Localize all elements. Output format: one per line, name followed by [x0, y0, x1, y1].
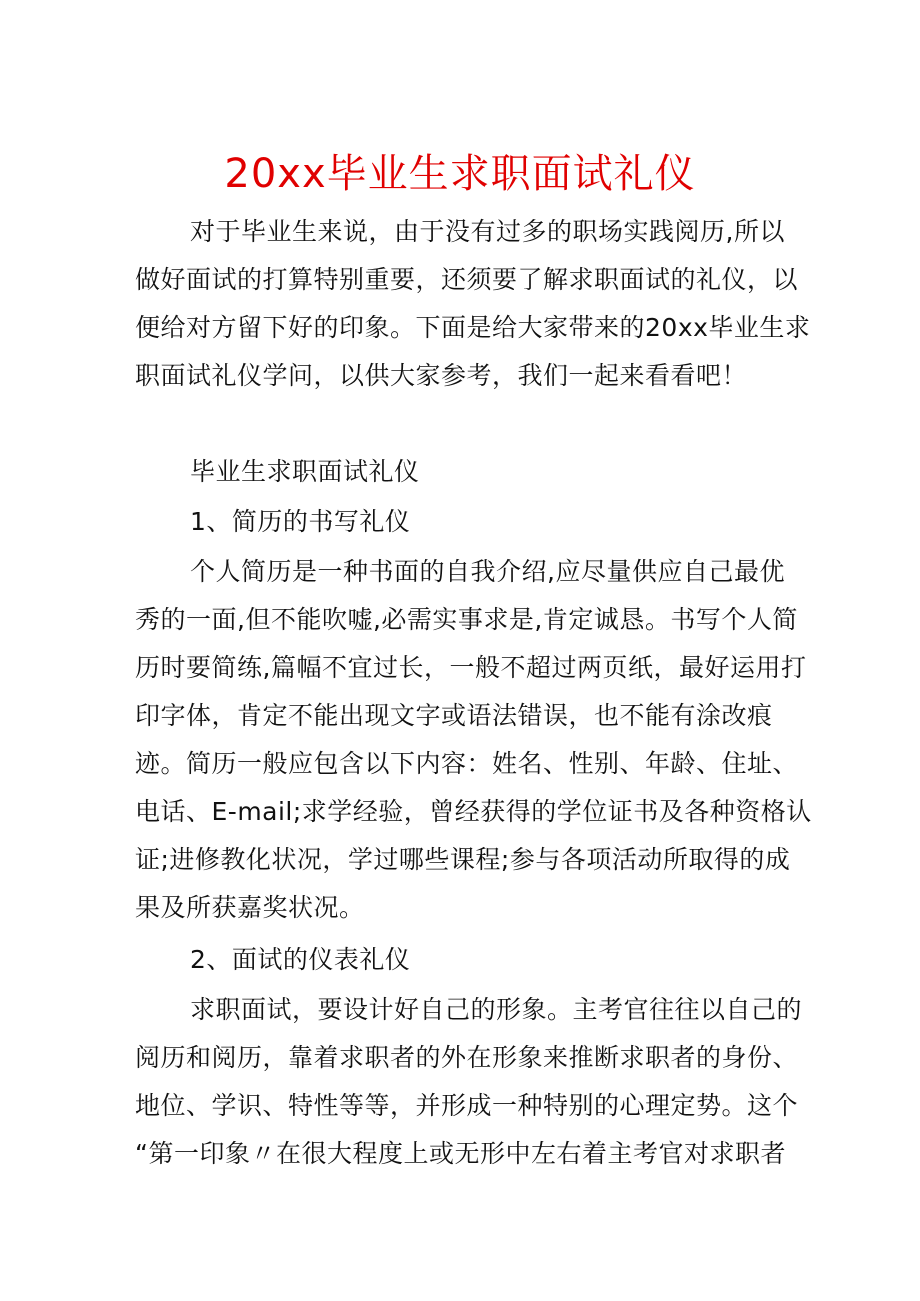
item2-body-line: “第一印象〃在很大程度上或无形中左右着主考官对求职者: [135, 1139, 786, 1168]
intro-line: 便给对方留下好的印象。下面是给大家带来的20xx毕业生求: [135, 313, 811, 342]
item1-body-line: 电话、E-mail;求学经验，曾经获得的学位证书及各种资格认: [135, 797, 812, 826]
item1-body-line: 印字体，肯定不能出现文字或语法错误，也不能有涂改痕: [135, 701, 773, 730]
item2-body-line: 地位、学识、特性等等，并形成一种特别的心理定势。这个: [135, 1091, 799, 1120]
item1-body-line: 秀的一面,但不能吹嘘,必需实事求是,肯定诚恳。书写个人简: [135, 605, 798, 634]
item2-body-line: 阅历和阅历，靠着求职者的外在形象来推断求职者的身份、: [135, 1043, 799, 1072]
intro-line: 做好面试的打算特别重要，还须要了解求职面试的礼仪，以: [135, 265, 799, 294]
item2-heading: 2、面试的仪表礼仪: [190, 945, 411, 974]
intro-line: 对于毕业生来说，由于没有过多的职场实践阅历,所以: [190, 217, 785, 246]
item1-body-line: 迹。简历一般应包含以下内容：姓名、性别、年龄、住址、: [135, 749, 799, 778]
item1-body-line: 历时要简练,篇幅不宜过长，一般不超过两页纸，最好运用打: [135, 653, 807, 682]
item1-body-line: 个人简历是一种书面的自我介绍,应尽量供应自己最优: [190, 557, 785, 586]
intro-line: 职面试礼仪学问，以供大家参考，我们一起来看看吧！: [135, 361, 748, 390]
item1-heading: 1、简历的书写礼仪: [190, 507, 411, 536]
item1-body-line: 果及所获嘉奖状况。: [135, 893, 365, 922]
section-heading: 毕业生求职面试礼仪: [190, 457, 420, 486]
item2-body-line: 求职面试，要设计好自己的形象。主考官往往以自己的: [190, 995, 803, 1024]
document-title: 20xx毕业生求职面试礼仪: [224, 151, 696, 197]
item1-body-line: 证;进修教化状况，学过哪些课程;参与各项活动所取得的成: [135, 845, 791, 874]
